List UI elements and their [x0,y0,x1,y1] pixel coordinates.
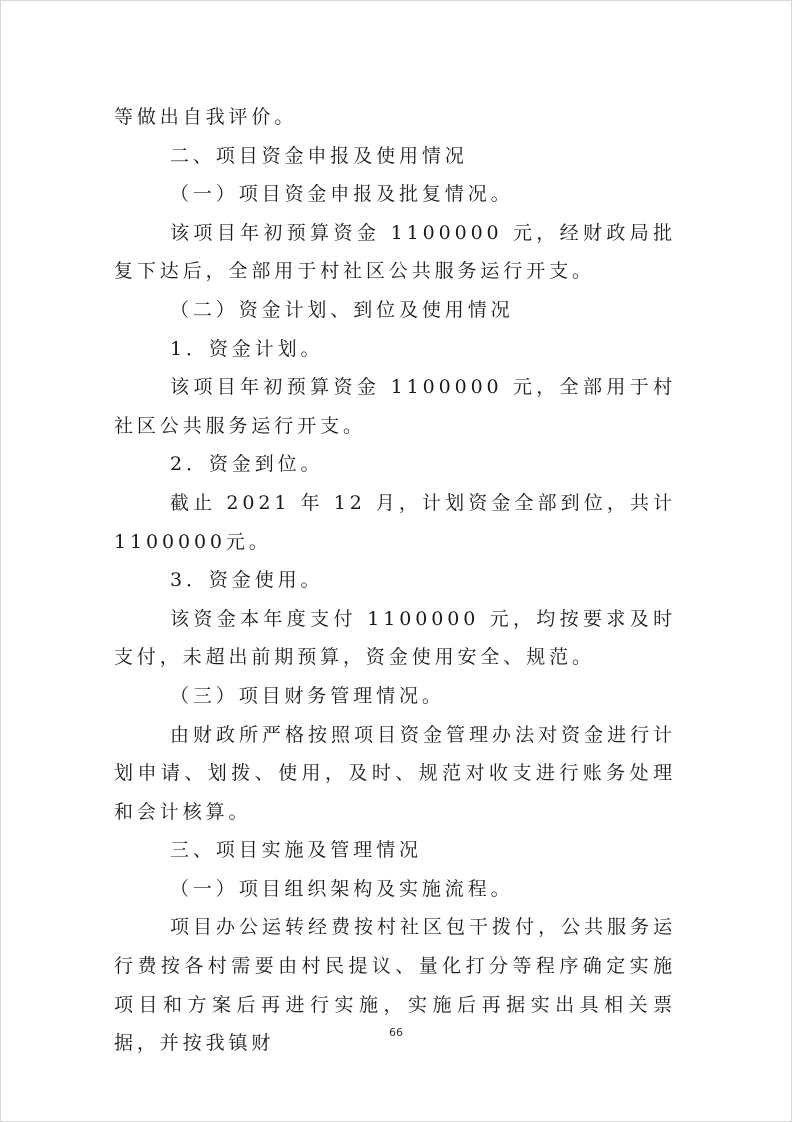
paragraph: 该项目年初预算资金 1100000 元，经财政局批复下达后，全部用于村社区公共服务运行开支。 [114,221,676,283]
subsection-heading: （一）项目资金申报及批复情况。 [170,183,514,206]
subsection-heading: （一）项目组织架构及实施流程。 [170,877,514,900]
section-heading: 三、项目实施及管理情况 [170,839,422,862]
paragraph: 等做出自我评价。 [114,106,298,128]
document-body [114,98,676,1063]
paragraph: 项目办公运转经费按村社区包干拨付，公共服务运行费按各村需要由村民提议、量化打分等程序确定实施项目和方案后再进行实施，实施后再据实出具相关票据，并按我镇财 [114,916,676,1055]
item-heading: 1．资金计划。 [170,337,324,360]
item-heading: 2．资金到位。 [170,453,324,476]
paragraph: 截止 2021 年 12 月，计划资金全部到位，共计 1100000元。 [114,491,676,553]
subsection-heading: （三）项目财务管理情况。 [170,684,445,707]
paragraph: 该资金本年度支付 1100000 元，均按要求及时支付，未超出前期预算，资金使用安全、规范。 [114,607,676,669]
page-number: 66 [389,1026,403,1039]
subsection-heading: （二）资金计划、到位及使用情况 [170,298,514,321]
section-heading: 二、项目资金申报及使用情况 [170,144,468,167]
paragraph: 该项目年初预算资金 1100000 元，全部用于村社区公共服务运行开支。 [114,376,676,437]
item-heading: 3．资金使用。 [170,569,324,592]
paragraph: 由财政所严格按照项目资金管理办法对资金进行计划申请、划拨、使用，及时、规范对收支进行账务处理和会计核算。 [114,723,676,823]
